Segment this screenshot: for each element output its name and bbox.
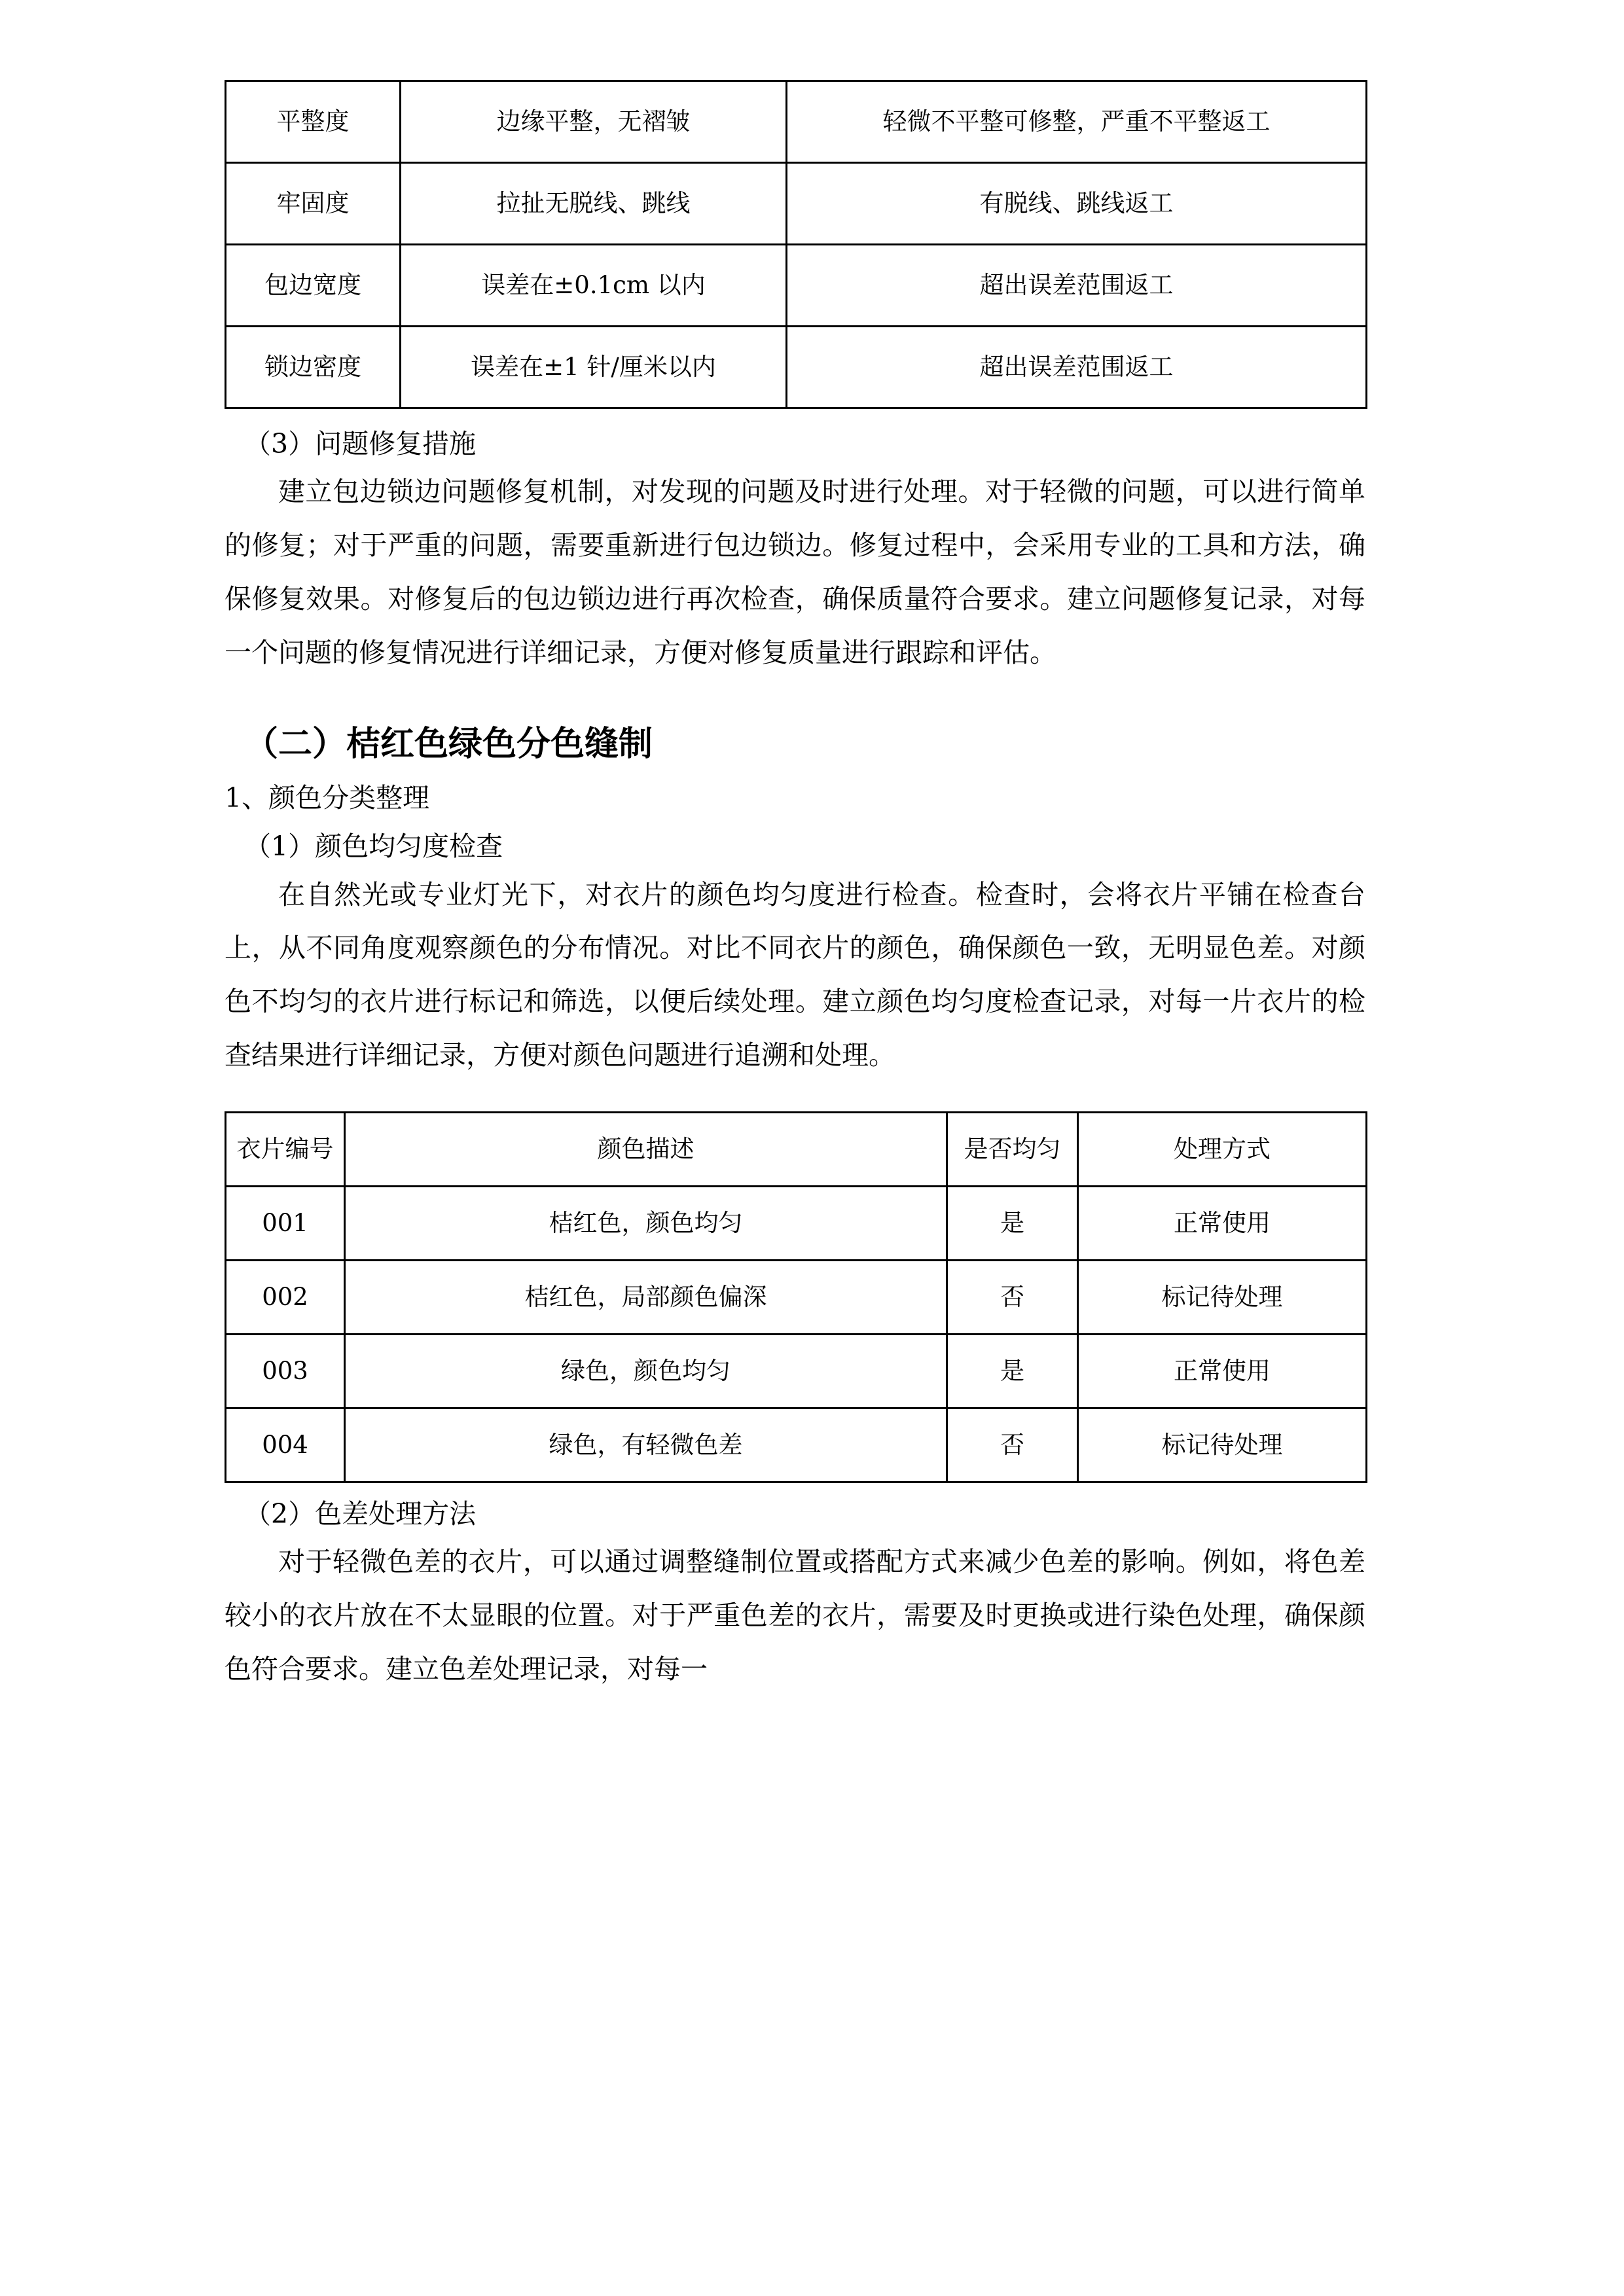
quality-handling-cell: 轻微不平整可修整，严重不平整返工 [787,81,1367,163]
spacer-after-quality-table [225,409,1365,422]
quality-item-cell: 包边宽度 [226,245,401,327]
paragraph-repair-measures: 建立包边锁边问题修复机制，对发现的问题及时进行处理。对于轻微的问题，可以进行简单的修复；对于严重的问题，需要重新进行包边锁边。修复过程中，会采用专业的工具和方法，确保修复效果。对修复后的包边锁边进行再次检查，确保质量符合要求。建立问题修复记录，对每一个问题的修复情况进行详细记录，方便对修复质量进行跟踪和评估。 [225,476,1365,668]
table-header-row [226,1112,1367,1186]
cell-piece-id: 003 [226,1334,345,1408]
cell-action: 正常使用 [1078,1334,1367,1408]
top-spacer [225,0,1365,80]
column-header-description: 颜色描述 [345,1112,947,1186]
quality-standard-cell: 误差在±1 针/厘米以内 [401,327,787,408]
cell-description: 桔红色，颜色均匀 [345,1186,947,1260]
column-header-action: 处理方式 [1078,1112,1367,1186]
table-row [226,163,1367,245]
table-row [226,1260,1367,1334]
document-content [225,0,1365,1696]
heading-color-uniformity-check: （1）颜色均匀度检查 [244,831,503,863]
cell-action: 正常使用 [1078,1186,1367,1260]
cell-piece-id: 004 [226,1408,345,1482]
quality-item-cell: 锁边密度 [226,327,401,408]
quality-handling-cell: 超出误差范围返工 [787,327,1367,408]
table-row [226,1334,1367,1408]
heading-section-two: （二）桔红色绿色分色缝制 [244,723,653,764]
table-row [226,1408,1367,1482]
quality-standard-cell: 拉扯无脱线、跳线 [401,163,787,245]
quality-standard-table [225,80,1367,409]
spacer-before-section-two [225,680,1365,717]
table-row [226,245,1367,327]
heading-color-difference-method: （2）色差处理方法 [244,1498,477,1530]
table-row [226,327,1367,408]
quality-handling-cell: 超出误差范围返工 [787,245,1367,327]
cell-piece-id: 002 [226,1260,345,1334]
paragraph-color-difference: 对于轻微色差的衣片，可以通过调整缝制位置或搭配方式来减少色差的影响。例如，将色差较小的衣片放在不太显眼的位置。对于严重色差的衣片，需要及时更换或进行染色处理，确保颜色符合要求。建立色差处理记录，对每一 [225,1546,1365,1685]
heading-repair-measures: （3）问题修复措施 [244,428,477,459]
spacer-before-color-table [225,1083,1365,1111]
table-row [226,81,1367,163]
quality-standard-cell: 误差在±0.1cm 以内 [401,245,787,327]
spacer-after-color-table [225,1483,1365,1492]
column-header-piece-id: 衣片编号 [226,1112,345,1186]
quality-item-cell: 牢固度 [226,163,401,245]
heading-color-classification: 1、颜色分类整理 [225,781,430,814]
cell-uniform: 否 [947,1408,1078,1482]
cell-description: 桔红色，局部颜色偏深 [345,1260,947,1334]
color-inspection-table [225,1111,1367,1483]
paragraph-color-uniformity: 在自然光或专业灯光下，对衣片的颜色均匀度进行检查。检查时，会将衣片平铺在检查台上，从不同角度观察颜色的分布情况。对比不同衣片的颜色，确保颜色一致，无明显色差。对颜色不均匀的衣片进行标记和筛选，以便后续处理。建立颜色均匀度检查记录，对每一片衣片的检查结果进行详细记录，方便对颜色问题进行追溯和处理。 [225,878,1365,1071]
cell-description: 绿色，颜色均匀 [345,1334,947,1408]
cell-action: 标记待处理 [1078,1408,1367,1482]
quality-item-cell: 平整度 [226,81,401,163]
table-row [226,1186,1367,1260]
cell-description: 绿色，有轻微色差 [345,1408,947,1482]
cell-uniform: 是 [947,1186,1078,1260]
column-header-uniform: 是否均匀 [947,1112,1078,1186]
quality-handling-cell: 有脱线、跳线返工 [787,163,1367,245]
cell-action: 标记待处理 [1078,1260,1367,1334]
cell-uniform: 是 [947,1334,1078,1408]
cell-uniform: 否 [947,1260,1078,1334]
spacer-after-sub-heading [225,819,1365,825]
spacer-after-section-two-heading [225,771,1365,776]
cell-piece-id: 001 [226,1186,345,1260]
quality-standard-cell: 边缘平整，无褶皱 [401,81,787,163]
